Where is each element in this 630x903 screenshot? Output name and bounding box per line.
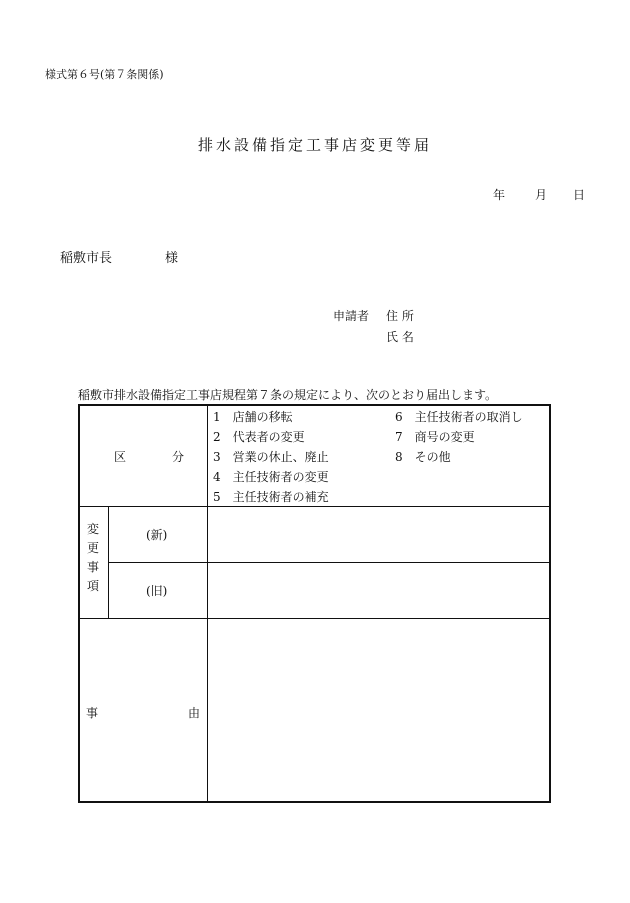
addressee-name: 稲敷市長	[60, 251, 113, 266]
label-column-divider	[207, 406, 208, 801]
category-option-2[interactable]: 2 代表者の変更	[213, 430, 305, 444]
category-label-right: 分	[172, 450, 185, 464]
category-option-4[interactable]: 4 主任技術者の変更	[213, 470, 329, 484]
category-option-1[interactable]: 1 店舗の移転	[213, 410, 293, 424]
intro-text: 稲敷市排水設備指定工事店規程第７条の規定により、次のとおり届出します。	[78, 388, 498, 402]
reason-label-left: 事	[86, 706, 99, 720]
row-divider-change	[80, 618, 549, 619]
date-year-label: 年	[493, 188, 506, 202]
document-title: 排水設備指定工事店変更等届	[197, 136, 432, 154]
category-option-8[interactable]: 8 その他	[395, 450, 451, 464]
category-label-left: 区	[114, 450, 127, 464]
row-divider-new-old	[108, 562, 549, 563]
category-option-6[interactable]: 6 主任技術者の取消し	[395, 410, 523, 424]
category-option-3[interactable]: 3 営業の休止、廃止	[213, 450, 329, 464]
date-day-label: 日	[573, 188, 586, 202]
category-option-7[interactable]: 7 商号の変更	[395, 430, 475, 444]
applicant-address-label: 住 所	[386, 309, 414, 323]
category-option-5[interactable]: 5 主任技術者の補充	[213, 490, 329, 504]
notification-table	[78, 404, 551, 803]
change-new-label: (新)	[146, 528, 168, 542]
applicant-label: 申請者	[333, 309, 370, 323]
row-divider-category	[80, 506, 549, 507]
date-month-label: 月	[535, 188, 548, 202]
change-items-label: 変 更 事 項	[86, 522, 99, 593]
change-subcolumn-divider	[108, 506, 109, 618]
change-old-label: (旧)	[146, 584, 168, 598]
addressee-honorific: 様	[165, 251, 179, 266]
applicant-name-label: 氏 名	[386, 330, 414, 344]
reason-label-right: 由	[188, 706, 201, 720]
form-number: 様式第６号(第７条関係)	[45, 68, 164, 81]
